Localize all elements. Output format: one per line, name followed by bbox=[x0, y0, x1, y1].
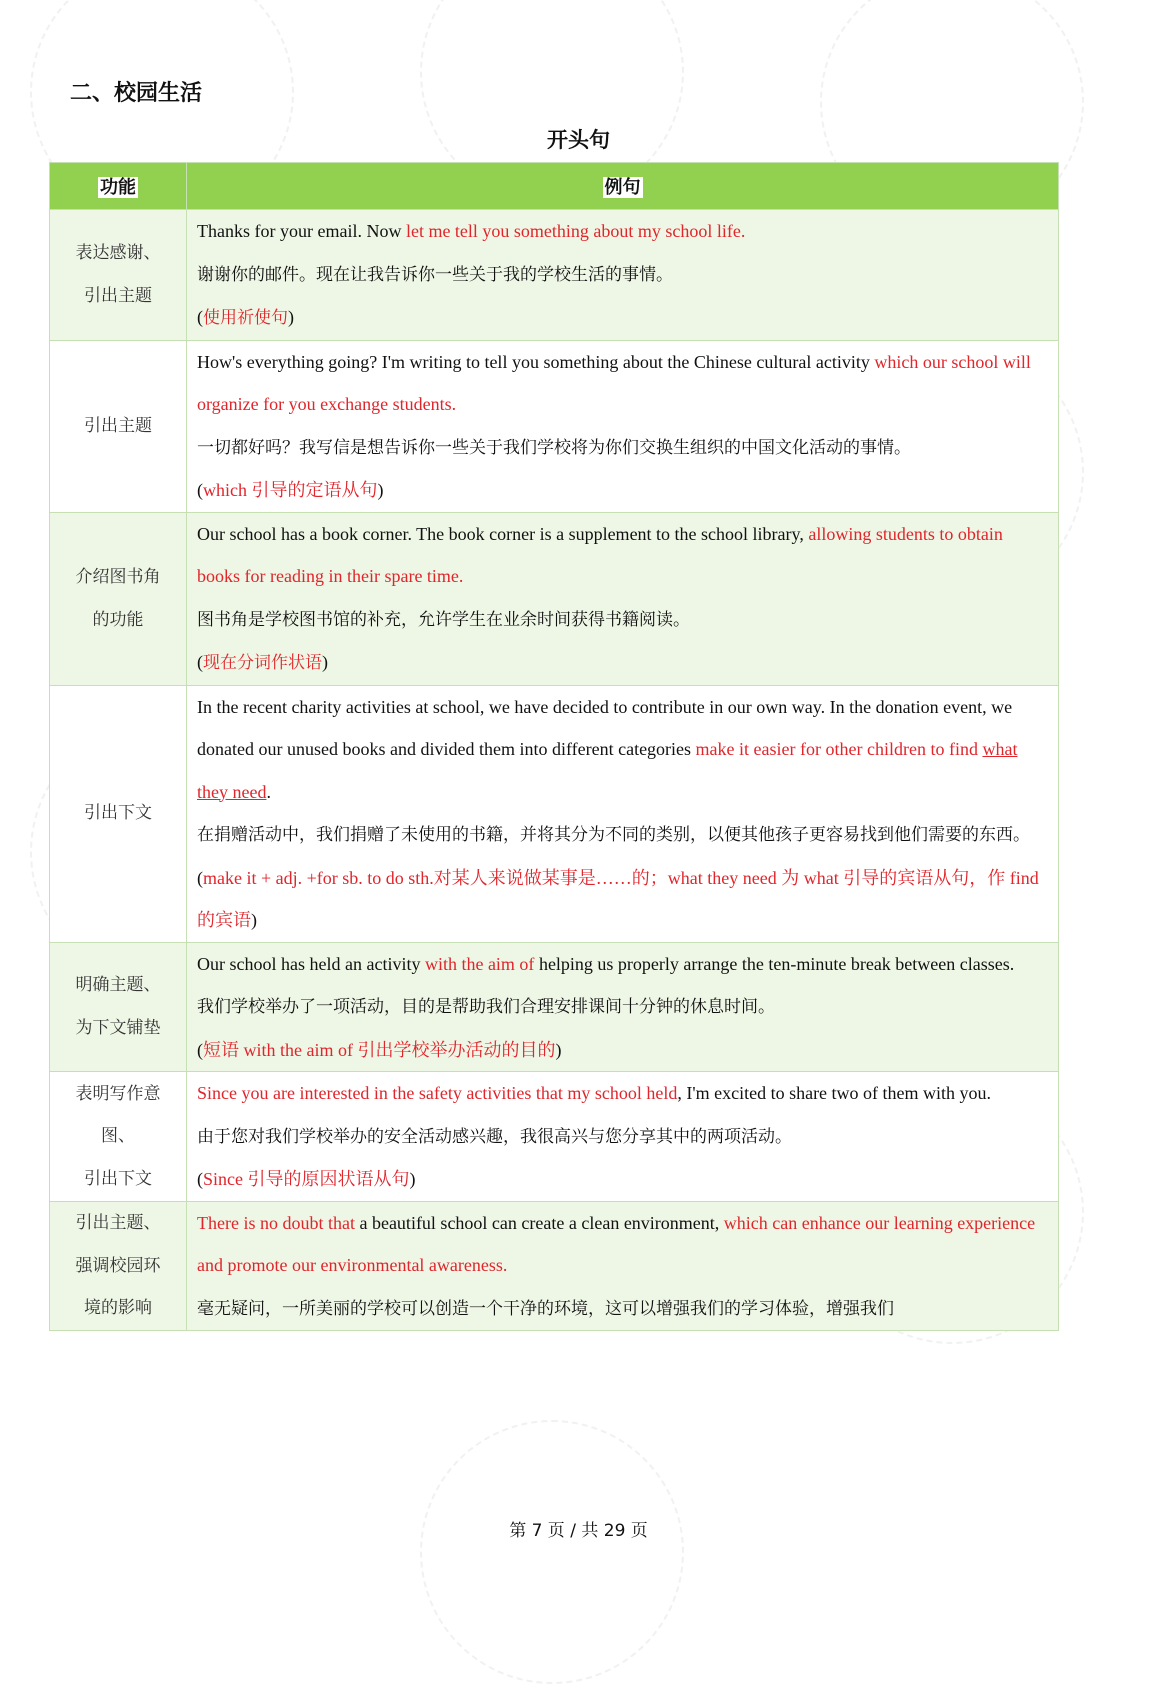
function-label: 表达感谢、 bbox=[75, 243, 161, 264]
example-cell bbox=[187, 1201, 1059, 1331]
header-example-label: 例句 bbox=[604, 177, 641, 198]
highlighted-text: make it + adj. +for sb. to do sth.对某人来说做某事是……的；what they need 为 what 引导的宾语从句，作 find 的宾语 bbox=[197, 867, 1039, 930]
example-paragraph bbox=[197, 341, 1048, 426]
example-paragraph bbox=[197, 857, 1048, 942]
function-label: 引出主题 bbox=[84, 285, 152, 306]
function-label: 的功能 bbox=[92, 609, 144, 630]
text-segment: In the recent charity activities at school, we have decided to contribute in our own way. In the donation event, we donated our unused books and divided them into different categories bbox=[197, 696, 1013, 759]
table-row bbox=[50, 1072, 1059, 1202]
function-label: 表明写作意 bbox=[75, 1083, 161, 1104]
function-cell bbox=[50, 340, 187, 512]
example-paragraph bbox=[197, 943, 1048, 986]
example-cell bbox=[187, 340, 1059, 512]
table-row bbox=[50, 210, 1059, 341]
function-label: 强调校园环 bbox=[75, 1255, 161, 1276]
text-segment: ) bbox=[322, 652, 328, 672]
example-paragraph bbox=[197, 686, 1048, 814]
text-segment: Our school has held an activity bbox=[197, 953, 425, 974]
function-cell bbox=[50, 1072, 187, 1202]
highlighted-text: 现在分词作状语 bbox=[203, 653, 322, 673]
example-paragraph bbox=[197, 813, 1048, 857]
function-label: 为下文铺垫 bbox=[75, 1017, 161, 1038]
example-paragraph bbox=[197, 985, 1048, 1029]
highlighted-text: 使用祈使句 bbox=[203, 308, 288, 328]
table-row bbox=[50, 942, 1059, 1072]
example-paragraph bbox=[197, 1158, 1048, 1201]
highlighted-text: what they need bbox=[197, 739, 1018, 802]
highlighted-text: with the aim of bbox=[424, 953, 539, 974]
text-segment: ( bbox=[197, 307, 203, 327]
example-paragraph bbox=[197, 469, 1048, 512]
text-segment: ( bbox=[197, 652, 203, 672]
text-segment: ) bbox=[377, 480, 384, 500]
function-label: 图、 bbox=[101, 1126, 135, 1146]
function-cell bbox=[50, 685, 187, 942]
page-number: 第 7 页 / 共 29 页 bbox=[509, 1521, 648, 1541]
text-segment: 谢谢你的邮件。现在让我告诉你一些关于我的学校生活的事情。 bbox=[197, 264, 673, 285]
text-segment: ) bbox=[555, 1039, 562, 1060]
example-cell bbox=[187, 210, 1059, 341]
function-label: 引出主题、 bbox=[75, 1213, 161, 1233]
highlighted-text: allowing students to obtain books for reading in their spare time. bbox=[197, 523, 1003, 586]
highlighted-text: 短语 with the aim of 引出学校举办活动的目的 bbox=[203, 1039, 556, 1060]
example-paragraph bbox=[197, 1287, 1048, 1331]
table-row bbox=[50, 512, 1059, 685]
text-segment: 由于您对我们学校举办的安全活动感兴趣，我很高兴与您分享其中的两项活动。 bbox=[197, 1126, 792, 1147]
example-paragraph bbox=[197, 253, 1048, 297]
text-segment: ( bbox=[197, 480, 203, 500]
example-paragraph bbox=[197, 598, 1048, 642]
header-function bbox=[50, 163, 187, 210]
example-paragraph bbox=[197, 426, 1048, 470]
table-body bbox=[50, 210, 1059, 1331]
function-label: 明确主题、 bbox=[75, 975, 161, 996]
highlighted-text: which our school will organize for you exchange students. bbox=[197, 351, 1031, 414]
table-header-row bbox=[50, 163, 1059, 210]
example-paragraph bbox=[197, 1115, 1048, 1159]
function-label: 引出下文 bbox=[84, 1168, 152, 1189]
text-segment: , I'm excited to share two of them with you. bbox=[677, 1083, 992, 1103]
text-segment: helping us properly arrange the ten-minute break between classes. bbox=[538, 953, 1015, 974]
text-segment: ) bbox=[288, 307, 294, 327]
text-segment: Our school has a book corner. The book corner is a supplement to the school library, bbox=[197, 523, 809, 544]
header-example bbox=[187, 163, 1059, 210]
highlighted-text: There is no doubt that bbox=[197, 1212, 360, 1233]
example-cell bbox=[187, 1072, 1059, 1202]
watermark bbox=[420, 1420, 684, 1684]
highlighted-text: make it easier for other children to find bbox=[695, 739, 983, 759]
text-segment: ) bbox=[251, 910, 257, 930]
table-row bbox=[50, 1201, 1059, 1331]
text-segment: 图书角是学校图书馆的补充，允许学生在业余时间获得书籍阅读。 bbox=[197, 609, 690, 630]
function-label: 境的影响 bbox=[84, 1298, 152, 1318]
function-cell bbox=[50, 1201, 187, 1331]
text-segment: ( bbox=[197, 867, 203, 888]
highlighted-text: which can enhance our learning experience and promote our environmental awareness. bbox=[197, 1212, 1036, 1275]
example-paragraph bbox=[197, 1202, 1048, 1287]
highlighted-text: let me tell you something about my school life. bbox=[405, 221, 746, 241]
text-segment: 毫无疑问，一所美丽的学校可以创造一个干净的环境，这可以增强我们的学习体验，增强我们 bbox=[197, 1298, 894, 1319]
text-segment: . bbox=[266, 781, 271, 802]
text-segment: a beautiful school can create a clean environment, bbox=[359, 1212, 724, 1233]
text-segment: 一切都好吗？我写信是想告诉你一些关于我们学校将为你们交换生组织的中国文化活动的事情。 bbox=[197, 437, 911, 458]
example-paragraph bbox=[197, 1072, 1048, 1115]
section-title: 二、校园生活 bbox=[70, 81, 203, 106]
table-row bbox=[50, 685, 1059, 942]
example-cell bbox=[187, 942, 1059, 1072]
text-segment: ( bbox=[197, 1169, 203, 1189]
header-function-label: 功能 bbox=[100, 177, 136, 198]
example-paragraph bbox=[197, 210, 1048, 253]
example-cell bbox=[187, 512, 1059, 685]
highlighted-text: Since you are interested in the safety activities that my school held bbox=[197, 1083, 678, 1103]
text-segment: 我们学校举办了一项活动，目的是帮助我们合理安排课间十分钟的休息时间。 bbox=[197, 997, 775, 1017]
function-cell bbox=[50, 942, 187, 1072]
text-segment: ( bbox=[197, 1039, 203, 1060]
highlighted-text: which 引导的定语从句 bbox=[203, 480, 378, 500]
function-label: 引出主题 bbox=[84, 415, 152, 436]
example-paragraph bbox=[197, 296, 1048, 340]
function-label: 引出下文 bbox=[84, 803, 152, 824]
table-caption: 开头句 bbox=[547, 128, 610, 152]
function-cell bbox=[50, 210, 187, 341]
function-label: 介绍图书角 bbox=[75, 567, 161, 587]
example-paragraph bbox=[197, 513, 1048, 598]
highlighted-text: Since 引导的原因状语从句 bbox=[203, 1169, 410, 1189]
table-row bbox=[50, 340, 1059, 512]
text-segment: How's everything going? I'm writing to tell you something about the Chinese cultural activity bbox=[197, 351, 875, 372]
example-cell bbox=[187, 685, 1059, 942]
example-paragraph bbox=[197, 641, 1048, 685]
opening-sentences-table bbox=[49, 162, 1059, 1331]
text-segment: 在捐赠活动中，我们捐赠了未使用的书籍，并将其分为不同的类别，以便其他孩子更容易找到他们需要的东西。 bbox=[197, 825, 1030, 845]
example-paragraph bbox=[197, 1029, 1048, 1072]
text-segment: ) bbox=[409, 1169, 416, 1189]
function-cell bbox=[50, 512, 187, 685]
text-segment: Thanks for your email. Now bbox=[197, 221, 406, 241]
